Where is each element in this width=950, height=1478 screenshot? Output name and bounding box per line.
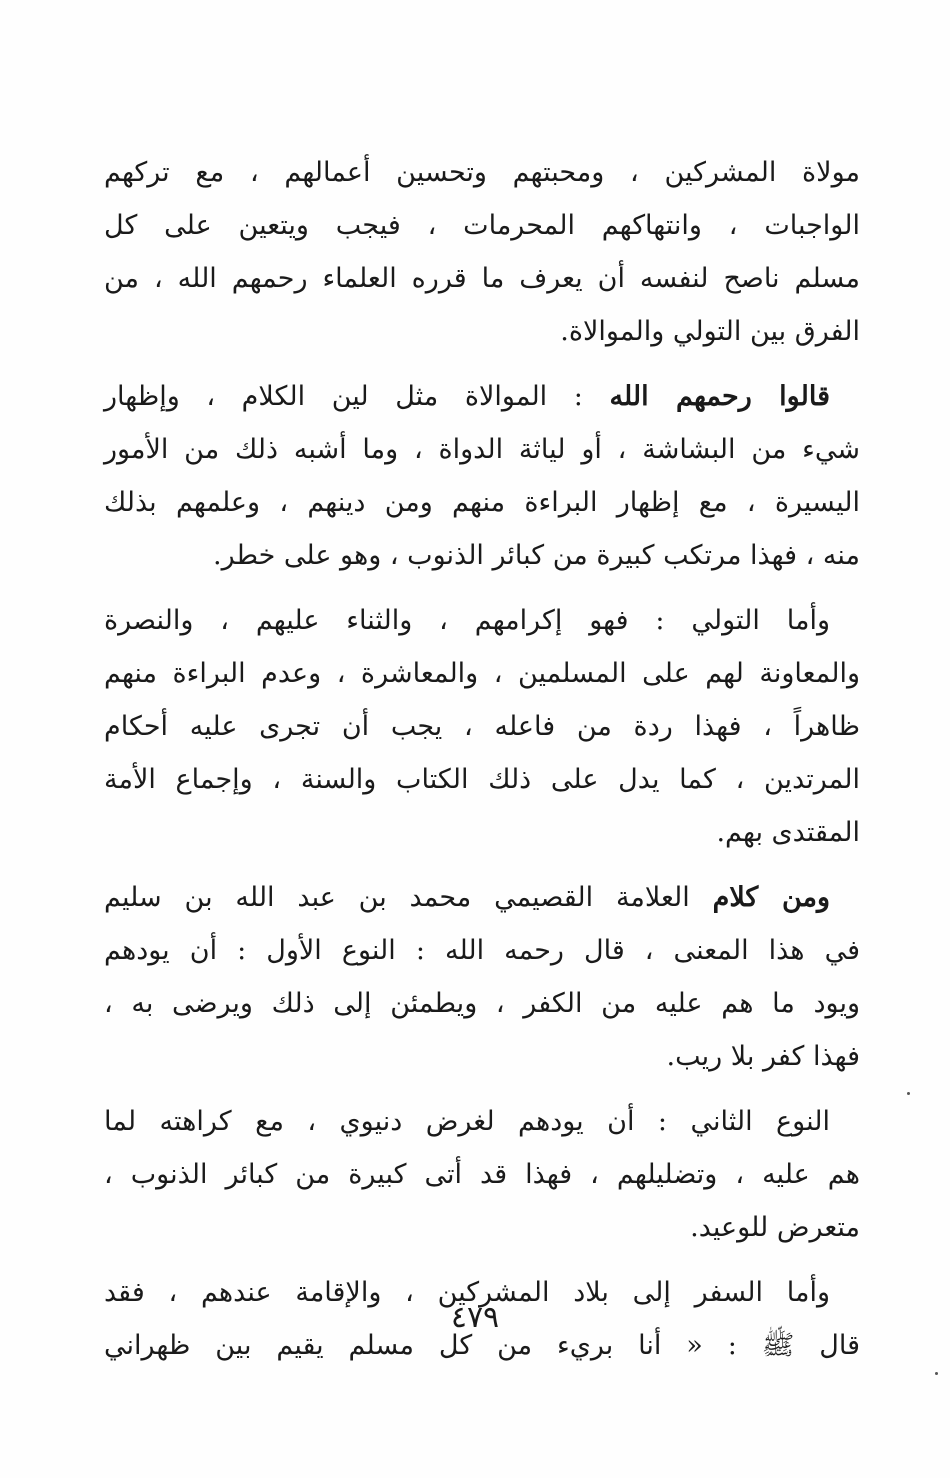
text-line: ويود ما هم عليه من الكفر ، ويطمئن إلى ذلك ويرضى به ، <box>104 988 860 1019</box>
text-line <box>104 871 860 924</box>
text-line: مسلم ناصح لنفسه أن يعرف ما قرره العلماء رحمهم الله ، من <box>104 263 860 294</box>
page-number: ٤٧٩ <box>450 1300 500 1335</box>
text-line: الفرق بين التولي والموالاة. <box>560 316 860 347</box>
text-line: متعرض للوعيد. <box>690 1212 860 1243</box>
text-line: وأما التولي : فهو إكرامهم ، والثناء عليهم ، والنصرة <box>104 605 830 636</box>
text-line: اليسيرة ، مع إظهار البراءة منهم ومن دينهم ، وعلمهم بذلك <box>104 487 860 518</box>
bold-lead: ومن كلام <box>712 882 830 913</box>
text-line: النوع الثاني : أن يودهم لغرض دنيوي ، مع كراهته لما <box>104 1106 830 1137</box>
text-line: ظاهراً ، فهذا ردة من فاعله ، يجب أن تجرى عليه أحكام <box>104 711 860 742</box>
text-line: وأما السفر إلى بلاد المشركين ، والإقامة عندهم ، فقد <box>104 1277 830 1308</box>
text-line: والمعاونة لهم على المسلمين ، والمعاشرة ، وعدم البراءة منهم <box>104 658 860 689</box>
page-body <box>104 146 860 1384</box>
bold-lead: قالوا رحمهم الله <box>609 381 830 412</box>
scan-speck <box>907 1092 910 1095</box>
paragraph-3 <box>104 594 860 859</box>
text-line: هم عليه ، وتضليلهم ، فهذا قد أتى كبيرة من كبائر الذنوب ، <box>104 1159 860 1190</box>
text-line: شيء من البشاشة ، أو لياثة الدواة ، وما أشبه ذلك من الأمور <box>104 434 860 465</box>
text-line: قال ﷺ : « أنا بريء من كل مسلم يقيم بين ظهراني <box>104 1330 860 1361</box>
paragraph-1 <box>104 146 860 358</box>
paragraph-2 <box>104 370 860 582</box>
paragraph-5 <box>104 1095 860 1254</box>
text-line: فهذا كفر بلا ريب. <box>666 1041 860 1072</box>
scan-speck <box>935 1372 938 1375</box>
text-line: مولاة المشركين ، ومحبتهم وتحسين أعمالهم ، مع تركهم <box>104 157 860 188</box>
text-line: المرتدين ، كما يدل على ذلك الكتاب والسنة ، وإجماع الأمة <box>104 764 860 795</box>
text-line: الواجبات ، وانتهاكهم المحرمات ، فيجب ويتعين على كل <box>104 210 860 241</box>
text-run: العلامة القصيمي محمد بن عبد الله بن سليم <box>104 882 713 913</box>
paragraph-4 <box>104 871 860 1083</box>
text-line: منه ، فهذا مرتكب كبيرة من كبائر الذنوب ، وهو على خطر. <box>213 540 860 571</box>
text-line: المقتدى بهم. <box>716 817 860 848</box>
text-line: في هذا المعنى ، قال رحمه الله : النوع الأول : أن يودهم <box>104 935 860 966</box>
text-run: : الموالاة مثل لين الكلام ، وإظهار <box>104 381 610 412</box>
text-line <box>104 370 860 423</box>
